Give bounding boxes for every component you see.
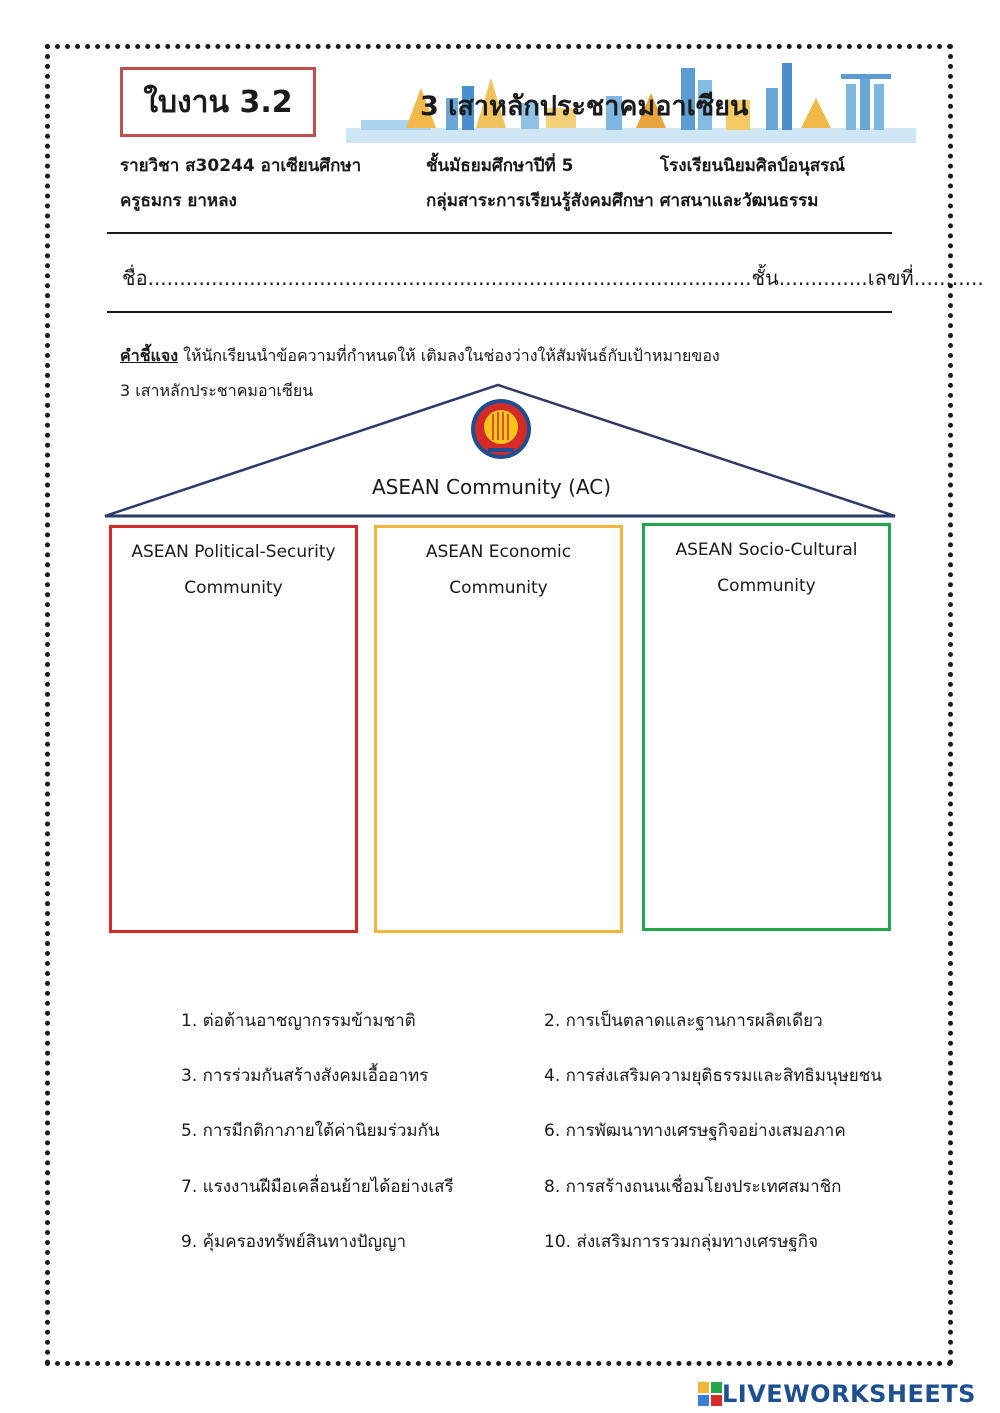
worksheet-label: ใบงาน 3.2: [120, 67, 316, 137]
pillar-socio-cultural[interactable]: [642, 523, 891, 931]
pillar-title-line1: ASEAN Political-Security: [131, 542, 336, 562]
divider-bottom: [107, 311, 892, 313]
list-item[interactable]: 1. ต่อต้านอาชญากรรมข้ามชาติ: [181, 1011, 416, 1031]
subject-info: รายวิชา ส30244 อาเซียนศึกษา: [120, 156, 362, 176]
pillar-economic[interactable]: [374, 525, 623, 933]
liveworksheets-brand: LIVEWORKSHEETS: [722, 1380, 976, 1408]
asean-emblem-icon: [471, 399, 531, 459]
instructions-text: ให้นักเรียนนำข้อความที่กำหนดให้ เติมลงในช่องว่างให้สัมพันธ์กับเป้าหมายของ: [178, 346, 720, 365]
list-item[interactable]: 5. การมีกติกาภายใต้ค่านิยมร่วมกัน: [181, 1121, 440, 1141]
list-item[interactable]: 10. ส่งเสริมการรวมกลุ่มทางเศรษฐกิจ: [544, 1232, 819, 1252]
list-item[interactable]: 2. การเป็นตลาดและฐานการผลิตเดียว: [544, 1011, 823, 1031]
list-item[interactable]: 4. การส่งเสริมความยุติธรรมและสิทธิมนุษยชน: [544, 1066, 882, 1086]
pillar-title-line1: ASEAN Socio-Cultural: [675, 540, 858, 560]
pillar-title-line2: Community: [449, 578, 548, 598]
liveworksheets-logo[interactable]: [698, 1380, 976, 1408]
pillar-title-line2: Community: [184, 578, 283, 598]
liveworksheets-logo-icon: [698, 1382, 722, 1406]
pillar-title-line1: ASEAN Economic: [425, 542, 572, 562]
instructions-label: คำชี้แจง: [120, 346, 179, 365]
instructions-line-2: 3 เสาหลักประชาคมอาเซียน: [120, 381, 314, 400]
list-item[interactable]: 8. การสร้างถนนเชื่อมโยงประเทศสมาชิก: [544, 1177, 842, 1197]
school-info: โรงเรียนนิยมศิลป์อนุสรณ์: [660, 156, 845, 176]
grade-info: ชั้นมัธยมศึกษาปีที่ 5: [426, 156, 574, 176]
student-info-line[interactable]: ชื่อ...............................................................................................ชั้น..............เลขที่...........: [122, 266, 984, 290]
worksheet-title: 3 เสาหลักประชาคมอาเซียน: [420, 91, 749, 122]
department-info: กลุ่มสาระการเรียนรู้สังคมศึกษา ศาสนาและวัฒนธรรม: [426, 191, 819, 211]
list-item[interactable]: 3. การร่วมกันสร้างสังคมเอื้ออาทร: [181, 1066, 429, 1086]
pillar-title-line2: Community: [717, 576, 816, 596]
list-item[interactable]: 7. แรงงานฝีมือเคลื่อนย้ายได้อย่างเสรี: [181, 1177, 454, 1197]
community-roof: [100, 382, 900, 522]
teacher-info: ครูธมกร ยาหลง: [120, 191, 237, 211]
asean-community-label: ASEAN Community (AC): [372, 475, 612, 499]
instructions-line-1: [120, 344, 720, 369]
list-item[interactable]: 6. การพัฒนาทางเศรษฐกิจอย่างเสมอภาค: [544, 1121, 846, 1141]
list-item[interactable]: 9. คุ้มครองทรัพย์สินทางปัญญา: [181, 1232, 407, 1252]
pillar-political-security[interactable]: [109, 525, 358, 933]
divider-top: [107, 232, 892, 234]
